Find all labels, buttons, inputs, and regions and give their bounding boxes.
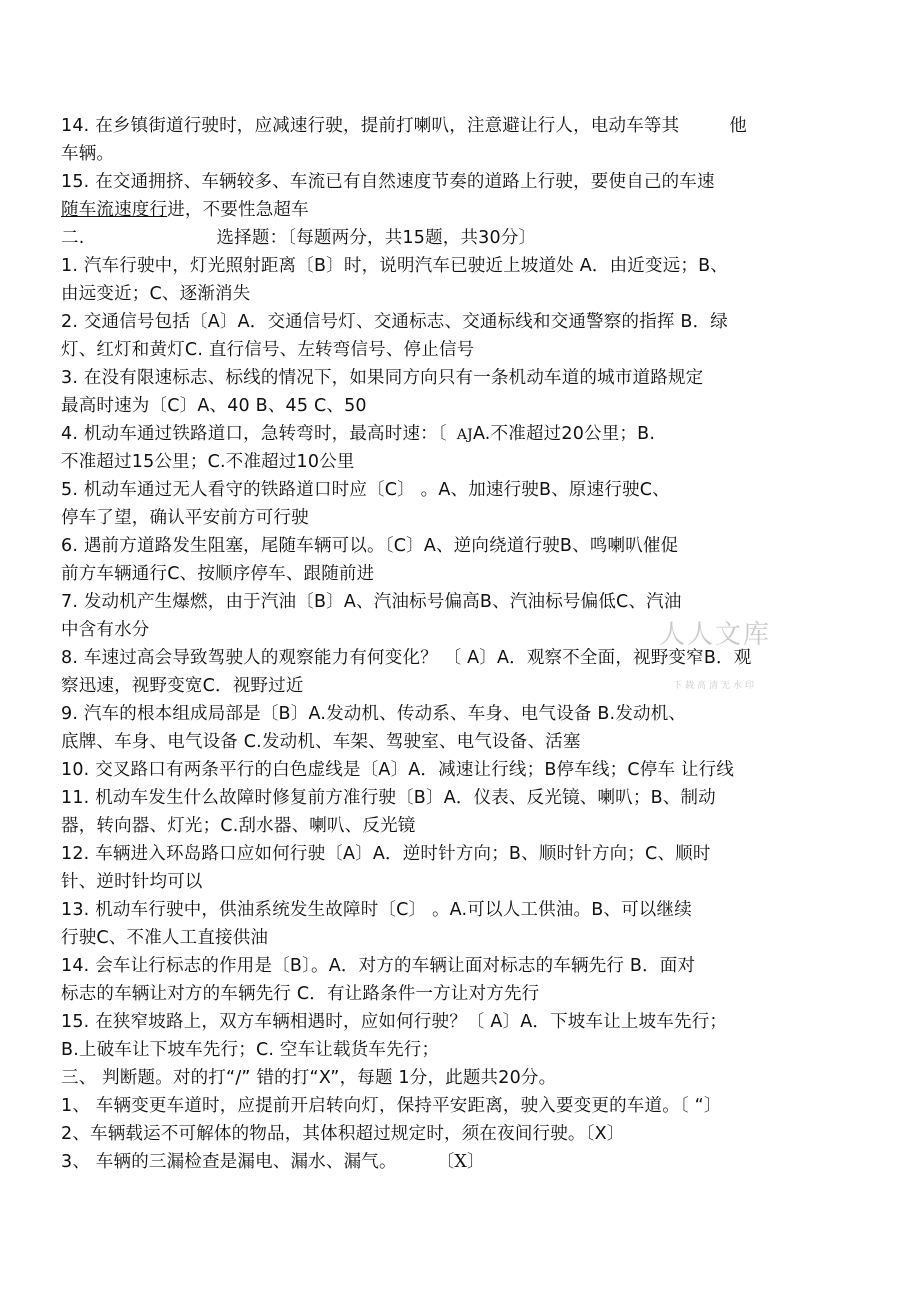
section-title: 选择题：〔每题两分，共15题，共30分〕 [216,228,537,248]
text-span: A.不准超过20公里；B. [472,424,656,444]
question-line [61,423,655,446]
question-line: 最高时速为〔C〕A、40 B、45 C、50 [61,396,367,416]
question-line: 15. 在狭窄坡路上，双方车辆相遇时，应如何行驶？〔 A〕A．下坡车让上坡车先行； [61,1012,728,1032]
text-span: 进，不要性急超车 [167,200,309,220]
text-span: 14. 在乡镇街道行驶时，应减速行驶，提前打喇叭，注意避让行人，电动车等其 [61,116,680,136]
question-line: 停车了望，确认平安前方可行驶 [61,508,309,528]
question-line: 2、车辆载运不可解体的物品，其体积超过规定时，须在夜间行驶。〔X〕 [61,1124,625,1144]
question-line: 由远变近；C、逐渐消失 [61,284,251,304]
question-line: 14. 会车让行标志的作用是〔B〕。A．对方的车辆让面对标志的车辆先行 B．面对 [61,956,696,976]
text-span: 他 [729,116,747,136]
section-heading [61,227,536,249]
question-line: 灯、红灯和黄灯C. 直行信号、左转弯信号、停止信号 [61,340,475,360]
text-line: 车辆。 [61,144,115,164]
question-line: 不准超过15公里；C.不准超过10公里 [61,452,355,472]
watermark-logo-text: 人人文库 [658,620,771,650]
underlined-text: 随车流速度行 [61,200,168,220]
question-line: 1、 车辆变更车道时，应提前开启转向灯，保持平安距离，驶入要变更的车道。〔 “〕 [61,1096,722,1116]
question-line: 11. 机动车发生什么故障时修复前方准行驶〔B〕A．仪表、反光镜、喇叭；B、制动 [61,788,716,808]
question-line: 前方车辆通行C、按顺序停车、跟随前进 [61,564,375,584]
question-line: 13. 机动车行驶中，供油系统发生故障时〔C〕 。A.可以人工供油。B、可以继续 [61,900,692,920]
question-line: 器，转向器、灯光；C.刮水器、喇叭、反光镜 [61,816,416,836]
watermark-subtitle: 下载高清无水印 [672,681,757,691]
answer-mark: 〔X〕 [436,1152,485,1172]
answer-mark: AJ [456,427,473,443]
question-line: 5. 机动车通过无人看守的铁路道口时应〔C〕 。A、加速行驶B、原速行驶C、 [61,480,670,500]
question-line: 8. 车速过高会导致驾驶人的观察能力有何变化？ 〔 A〕A．观察不全面，视野变窄B．观 [61,648,752,668]
question-line: 3. 在没有限速标志、标线的情况下，如果同方向只有一条机动车道的城市道路规定 [61,368,704,388]
question-line: 1. 汽车行驶中，灯光照射距离〔B〕时，说明汽车已驶近上坡道处 A．由近变远；B、 [61,256,729,276]
question-line: 6. 遇前方道路发生阻塞，尾随车辆可以。〔C〕A、逆向绕道行驶B、鸣喇叭催促 [61,536,679,556]
question-line: 针、逆时针均可以 [61,872,203,892]
question-line: 7. 发动机产生爆燃，由于汽油〔B〕A、汽油标号偏高B、汽油标号偏低C、汽油 [61,592,682,612]
section-heading: 三、 判断题。对的打“/” 错的打“X”，每题 1分，此题共20分。 [61,1068,557,1088]
question-line: 行驶C、不准人工直接供油 [61,928,269,948]
question-line: 底牌、车身、电气设备 C.发动机、车架、驾驶室、电气设备、活塞 [61,732,581,752]
question-line: 12. 车辆进入环岛路口应如何行驶〔A〕A．逆时针方向；B、顺时针方向；C、顺时 [61,844,711,864]
text-line [61,115,747,137]
question-line: 标志的车辆让对方的车辆先行 C．有让路条件一方让对方先行 [61,984,540,1004]
question-line [61,1151,485,1173]
question-line: 10. 交叉路口有两条平行的白色虚线是〔A〕A．减速让行线；B停车线；C停车 让行线 [61,760,735,780]
question-line: 察迅速，视野变宽C．视野过近 [61,676,304,696]
question-line: 9. 汽车的根本组成局部是〔B〕A.发动机、传动系、车身、电气设备 B.发动机、 [61,704,687,724]
section-number: 二. [61,228,85,248]
question-line: 中含有水分 [61,620,150,640]
text-span: 3、 车辆的三漏检查是漏电、漏水、漏气。 [61,1152,397,1172]
question-line: B.上破车让下坡车先行；C. 空车让载货车先行； [61,1040,440,1060]
text-span: 4. 机动车通过铁路道口，急转弯时，最高时速：〔 [61,424,447,444]
question-line: 2. 交通信号包括〔A〕A．交通信号灯、交通标志、交通标线和交通警察的指挥 B．绿 [61,312,728,332]
text-line [61,199,309,221]
text-line: 15. 在交通拥挤、车辆较多、车流已有自然速度节奏的道路上行驶，要使自己的车速 [61,172,715,192]
